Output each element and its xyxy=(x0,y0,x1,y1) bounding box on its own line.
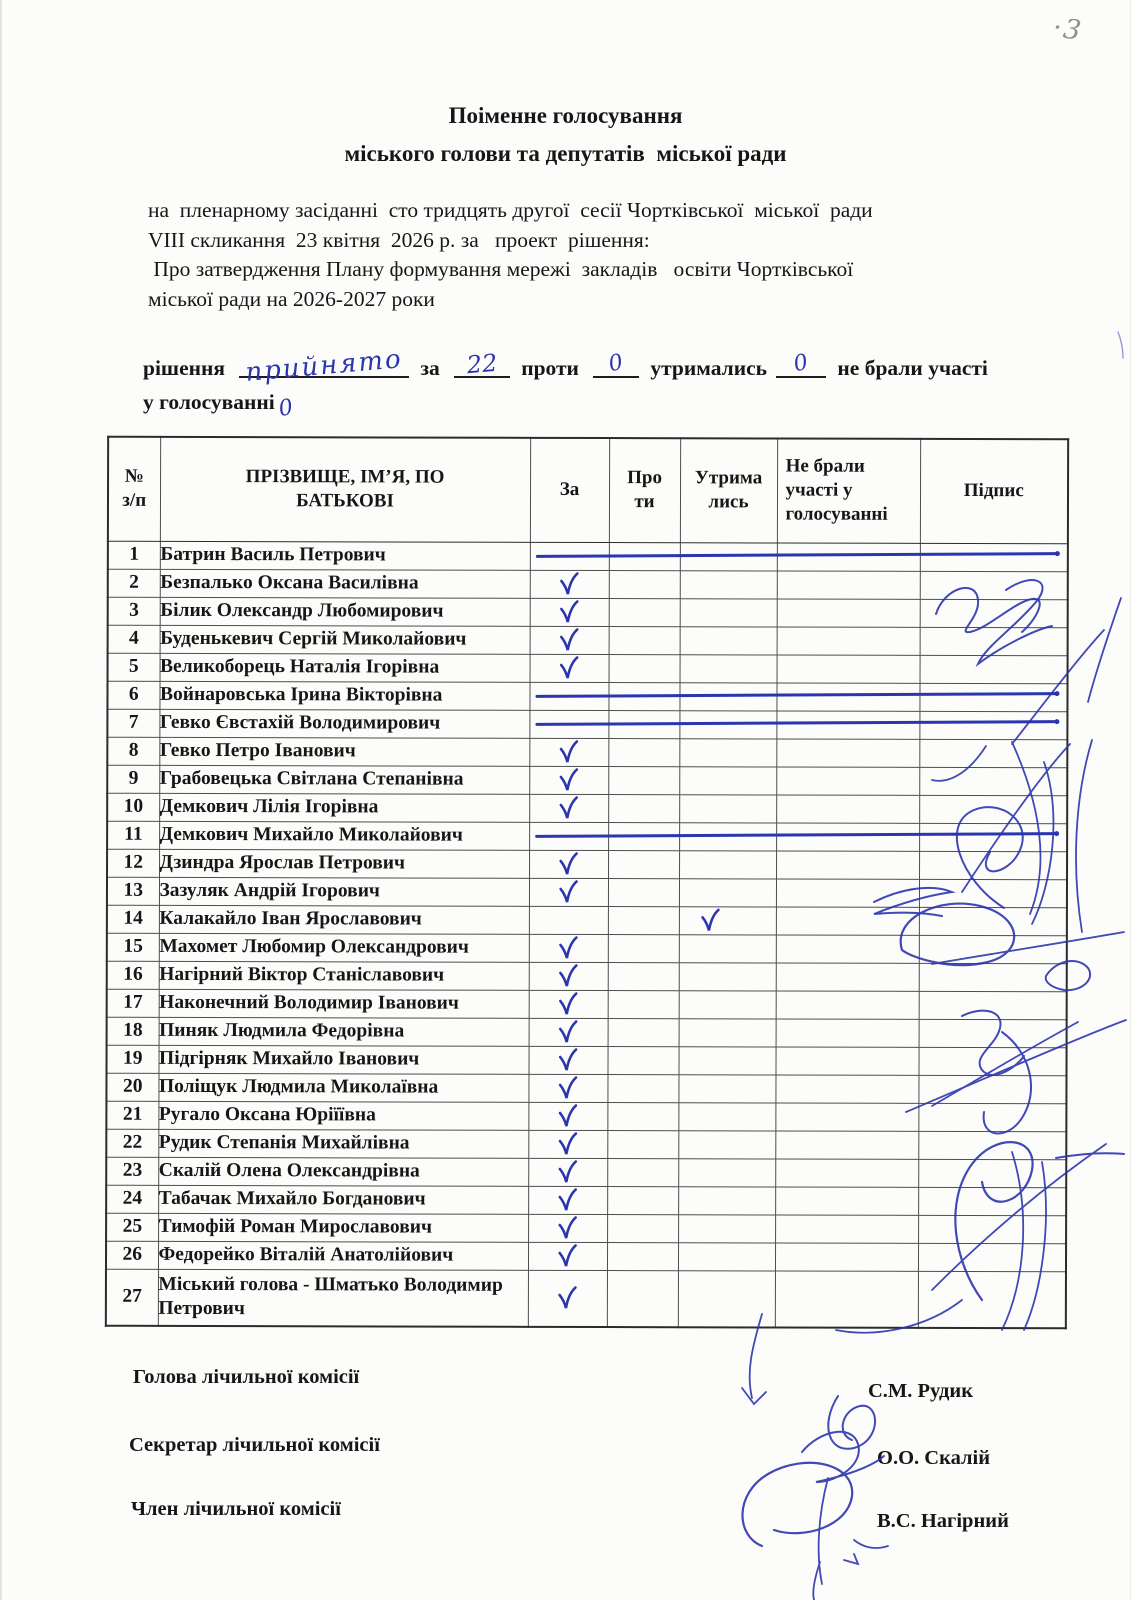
vote-abstain-cell xyxy=(678,1158,775,1186)
no-participation-cell xyxy=(776,906,919,934)
vote-abstain-cell xyxy=(680,570,777,598)
table-header xyxy=(108,437,1068,544)
checkmark-icon xyxy=(558,571,580,597)
checkmark-icon xyxy=(556,1215,578,1241)
vote-abstain-cell xyxy=(680,542,777,570)
table-row xyxy=(107,877,1067,908)
no-participation-cell xyxy=(777,598,920,626)
vote-for-cell xyxy=(529,738,608,766)
deputy-name-cell: Войнаровська Ірина Вікторівна xyxy=(159,681,529,710)
deputy-name-cell: Поліщук Людмила Миколаївна xyxy=(158,1073,528,1102)
vote-abstain-cell xyxy=(679,682,776,710)
for-label: за xyxy=(420,356,440,380)
no-participation-cell xyxy=(776,710,919,738)
vote-against-cell xyxy=(608,710,679,738)
deputy-name-cell: Федорейко Віталій Анатолійович xyxy=(158,1241,528,1270)
no-participation-cell xyxy=(776,682,919,710)
deputy-name-cell: Ругало Оксана Юріїївна xyxy=(158,1101,528,1130)
deputy-name-cell: Демкович Михайло Миколайович xyxy=(159,821,529,850)
row-number-cell: 8 xyxy=(107,737,159,765)
table-row xyxy=(107,1045,1067,1076)
document-title xyxy=(0,97,1131,173)
no-participation-cell xyxy=(775,1214,918,1242)
vote-for-cell xyxy=(529,822,608,850)
deputy-name-cell: Дзиндра Ярослав Петрович xyxy=(159,849,529,878)
signature-scribble xyxy=(742,1388,766,1404)
vote-against-cell xyxy=(609,598,680,626)
no-participation-cell xyxy=(775,1186,918,1214)
vote-summary-line-2 xyxy=(143,385,996,423)
checkmark-icon xyxy=(558,767,580,793)
row-number-cell: 1 xyxy=(108,541,160,569)
signature-cell xyxy=(919,935,1067,963)
signature-cell xyxy=(918,1187,1066,1215)
signature-cell xyxy=(918,1075,1066,1103)
vote-against-cell xyxy=(608,906,679,934)
handwritten-no-participate-count: 0 xyxy=(276,394,295,423)
vote-against-cell xyxy=(608,990,679,1018)
table-row xyxy=(107,681,1067,712)
signature-scribble xyxy=(819,1478,828,1584)
row-number-cell: 13 xyxy=(107,877,159,905)
row-number-cell: 9 xyxy=(107,765,159,793)
deputy-name-cell: Гевко Петро Іванович xyxy=(159,737,529,766)
vote-for-cell xyxy=(530,542,609,570)
vote-for-cell xyxy=(528,1102,607,1130)
table-row xyxy=(107,821,1067,852)
handwritten-for-count: 22 xyxy=(465,348,499,380)
signature-cell xyxy=(919,879,1067,907)
vote-abstain-cell xyxy=(680,598,777,626)
vote-abstain-cell xyxy=(679,962,776,990)
vote-for-cell xyxy=(529,962,608,990)
checkmark-icon xyxy=(557,963,579,989)
vote-against-cell xyxy=(607,1214,678,1242)
handwritten-decision-result: прийнято xyxy=(244,344,404,388)
header-signature: Підпис xyxy=(920,439,1068,543)
no-participation-cell xyxy=(776,822,919,850)
row-number-cell: 22 xyxy=(106,1129,158,1157)
checkmark-icon xyxy=(557,851,579,877)
vote-for-cell xyxy=(529,934,608,962)
row-number-cell: 19 xyxy=(107,1045,159,1073)
header-no-participation: Не брали участі у голосуванні xyxy=(777,438,920,542)
vote-for-cell xyxy=(530,654,609,682)
row-number-cell: 15 xyxy=(107,933,159,961)
vote-abstain-cell xyxy=(680,626,777,654)
no-participation-cell xyxy=(775,1242,918,1270)
header-against: Про ти xyxy=(609,438,680,542)
signature-scribble xyxy=(802,1432,884,1482)
vote-against-cell xyxy=(608,822,679,850)
vote-for-cell xyxy=(528,1074,607,1102)
table-row xyxy=(108,541,1068,572)
signature-cell xyxy=(920,627,1068,655)
checkmark-icon xyxy=(556,1243,578,1269)
row-number-cell: 18 xyxy=(107,1017,159,1045)
title-line-2: міського голови та депутатів міської ради xyxy=(344,141,787,166)
deputy-name-cell: Наконечний Володимир Іванович xyxy=(159,989,529,1018)
checkmark-icon xyxy=(558,599,580,625)
vote-for-cell xyxy=(529,710,608,738)
handwritten-against-count: 0 xyxy=(606,349,626,378)
vote-for-cell xyxy=(530,626,609,654)
vote-against-cell xyxy=(609,654,680,682)
row-number-cell: 11 xyxy=(107,821,159,849)
vote-abstain-cell xyxy=(679,878,776,906)
vote-against-cell xyxy=(608,934,679,962)
table-row xyxy=(107,793,1067,824)
signature-scribble xyxy=(813,1562,820,1600)
vote-abstain-cell xyxy=(678,1074,775,1102)
counting-commission-head-label: Голова лічильної комісії xyxy=(133,1366,360,1388)
no-participation-cell xyxy=(775,1270,918,1327)
signature-cell xyxy=(920,599,1068,627)
signature-cell xyxy=(919,711,1067,739)
table-row xyxy=(106,1157,1066,1188)
deputy-name-cell: Калакайло Іван Ярославович xyxy=(159,905,529,934)
table-row xyxy=(106,1269,1066,1329)
vote-abstain-cell xyxy=(678,1270,775,1327)
deputy-name-cell: Зазуляк Андрій Ігорович xyxy=(159,877,529,906)
vote-against-cell xyxy=(608,682,679,710)
vote-for-cell xyxy=(529,794,608,822)
checkmark-icon xyxy=(557,1019,579,1045)
deputy-name-cell: Демкович Лілія Ігорівна xyxy=(159,793,529,822)
no-participation-cell xyxy=(775,1046,918,1074)
checkmark-icon xyxy=(558,627,580,653)
header-number: № з/п xyxy=(108,437,160,541)
row-number-cell: 17 xyxy=(107,989,159,1017)
row-number-cell: 26 xyxy=(106,1241,158,1269)
vote-abstain-cell xyxy=(678,1214,775,1242)
abstain-count-blank xyxy=(776,349,826,378)
vote-abstain-cell xyxy=(678,1186,775,1214)
table-row xyxy=(107,737,1067,768)
deputy-name-cell: Безпалько Оксана Василівна xyxy=(160,569,530,598)
table-body xyxy=(106,541,1068,1329)
vote-for-cell xyxy=(530,570,609,598)
signature-cell xyxy=(919,1019,1067,1047)
row-number-cell: 25 xyxy=(106,1213,158,1241)
no-participation-cell xyxy=(775,1158,918,1186)
checkmark-icon xyxy=(699,907,721,933)
vote-against-cell xyxy=(607,1102,678,1130)
signature-scribble xyxy=(1088,598,1121,702)
deputy-name-cell: Рудик Степанія Михайлівна xyxy=(158,1129,528,1158)
vote-abstain-cell xyxy=(679,850,776,878)
no-participation-cell xyxy=(777,570,920,598)
deputy-name-cell: Скалій Олена Олександрівна xyxy=(158,1157,528,1186)
signature-cell xyxy=(920,571,1068,599)
vote-for-cell xyxy=(528,1130,607,1158)
header-abstained: Утрима лись xyxy=(680,438,777,542)
vote-abstain-cell xyxy=(679,738,776,766)
signature-cell xyxy=(919,739,1067,767)
vote-against-cell xyxy=(607,1074,678,1102)
vote-for-cell xyxy=(529,1018,608,1046)
vote-for-cell xyxy=(528,1214,607,1242)
checkmark-icon xyxy=(556,1285,578,1311)
signature-cell xyxy=(918,1131,1066,1159)
title-line-1: Поіменне голосування xyxy=(448,103,683,128)
header-fullname: ПРІЗВИЩЕ, ІМ’Я, ПО БАТЬКОВІ xyxy=(160,437,530,542)
deputy-name-cell: Буденькевич Сергій Миколайович xyxy=(160,625,530,654)
no-participation-cell xyxy=(775,1130,918,1158)
table-row xyxy=(108,653,1068,684)
vote-abstain-cell xyxy=(678,1130,775,1158)
handwritten-abstain-count: 0 xyxy=(791,349,811,378)
deputy-name-cell: Гевко Євстахій Володимирович xyxy=(159,709,529,738)
signature-cell xyxy=(918,1271,1066,1328)
signature-cell xyxy=(919,991,1067,1019)
counting-commission-head-name: С.М. Рудик xyxy=(868,1380,974,1402)
signature-cell xyxy=(918,1243,1066,1271)
no-participation-cell xyxy=(776,1018,919,1046)
vote-against-cell xyxy=(608,1018,679,1046)
no-participate-label-2: у голосуванні xyxy=(143,390,275,414)
deputy-name-cell: Білик Олександр Любомирович xyxy=(160,597,530,626)
row-number-cell: 14 xyxy=(107,905,159,933)
checkmark-icon xyxy=(558,739,580,765)
signature-cell xyxy=(918,1047,1066,1075)
row-number-cell: 2 xyxy=(108,569,160,597)
vote-summary-line xyxy=(143,344,996,423)
table-row xyxy=(107,849,1067,880)
vote-for-cell xyxy=(529,990,608,1018)
table-row xyxy=(107,765,1067,796)
row-number-cell: 21 xyxy=(106,1101,158,1129)
vote-against-cell xyxy=(607,1046,678,1074)
decision-label: рішення xyxy=(143,356,226,380)
vote-for-cell xyxy=(530,598,609,626)
row-number-cell: 4 xyxy=(108,625,160,653)
signature-cell xyxy=(919,823,1067,851)
table-row xyxy=(107,1017,1067,1048)
no-participation-cell xyxy=(776,962,919,990)
vote-against-cell xyxy=(607,1186,678,1214)
checkmark-icon xyxy=(557,1131,579,1157)
vote-abstain-cell xyxy=(679,710,776,738)
table-row xyxy=(106,1073,1066,1104)
vote-against-cell xyxy=(608,878,679,906)
no-participation-cell xyxy=(776,738,919,766)
deputy-name-cell: Тимофій Роман Мирославович xyxy=(158,1213,528,1242)
signature-cell xyxy=(918,1159,1066,1187)
signature-scribble xyxy=(844,1554,858,1564)
deputy-name-cell: Пиняк Людмила Федорівна xyxy=(159,1017,529,1046)
roll-call-vote-table xyxy=(105,436,1069,1330)
vote-abstain-cell xyxy=(678,1102,775,1130)
vote-against-cell xyxy=(607,1242,678,1270)
intro-line: Про затвердження Плану формування мережі закладів освіти Чортківської xyxy=(148,257,854,281)
vote-abstain-cell xyxy=(678,1242,775,1270)
row-number-cell: 12 xyxy=(107,849,159,877)
vote-summary-line-1 xyxy=(143,344,996,388)
signature-cell xyxy=(919,795,1067,823)
row-number-cell: 16 xyxy=(107,961,159,989)
vote-abstain-cell xyxy=(680,654,777,682)
vote-for-cell xyxy=(528,1242,607,1270)
vote-abstain-cell xyxy=(678,1046,775,1074)
deputy-name-cell: Міський голова - Шматько Володимир Петрович xyxy=(158,1269,528,1327)
vote-against-cell xyxy=(609,570,680,598)
intro-line: міської ради на 2026-2027 роки xyxy=(148,286,435,311)
deputy-name-cell: Батрин Василь Петрович xyxy=(160,541,530,570)
signature-scribble xyxy=(828,1396,875,1449)
counting-commission-member-label: Член лічильної комісії xyxy=(131,1498,341,1520)
signature-cell xyxy=(919,907,1067,935)
stray-ink-mark xyxy=(1118,332,1123,358)
table-row xyxy=(106,1185,1066,1216)
deputy-name-cell: Махомет Любомир Олександрович xyxy=(159,933,529,962)
signature-cell xyxy=(918,1103,1066,1131)
against-count-blank xyxy=(593,349,639,378)
vote-for-cell xyxy=(529,906,608,934)
abstain-label: утримались xyxy=(650,356,768,380)
no-participation-cell xyxy=(776,990,919,1018)
header-for: За xyxy=(530,438,609,542)
counting-commission-member-name: В.С. Нагірний xyxy=(877,1510,1009,1532)
signature-cell xyxy=(920,655,1068,683)
table-row xyxy=(107,989,1067,1020)
table-row xyxy=(107,961,1067,992)
deputy-name-cell: Підгірняк Михайло Іванович xyxy=(159,1045,529,1074)
checkmark-icon xyxy=(557,1075,579,1101)
row-number-cell: 5 xyxy=(108,653,160,681)
no-participation-cell xyxy=(777,542,920,570)
table-row xyxy=(108,597,1068,628)
vote-for-cell xyxy=(528,1270,607,1327)
counting-commission-secretary-name: О.О. Скалій xyxy=(877,1447,991,1469)
no-participation-cell xyxy=(775,1102,918,1130)
deputy-name-cell: Нагірний Віктор Станіславович xyxy=(159,961,529,990)
signature-cell xyxy=(919,683,1067,711)
table-row xyxy=(106,1129,1066,1160)
row-number-cell: 24 xyxy=(106,1185,158,1213)
no-participation-cell xyxy=(776,934,919,962)
vote-for-cell xyxy=(528,1158,607,1186)
checkmark-icon xyxy=(557,879,579,905)
vote-abstain-cell xyxy=(679,1018,776,1046)
signature-cell xyxy=(918,1215,1066,1243)
intro-line: на пленарному засіданні сто тридцять другої сесії Чортківської міської ради xyxy=(148,198,873,222)
vote-against-cell xyxy=(609,626,680,654)
for-count-blank xyxy=(454,348,510,380)
counting-commission-secretary-label: Секретар лічильної комісії xyxy=(129,1434,380,1456)
deputy-name-cell: Великоборець Наталія Ігорівна xyxy=(160,653,530,682)
against-label: проти xyxy=(521,356,579,380)
vote-for-cell xyxy=(528,1186,607,1214)
table-row xyxy=(108,569,1068,600)
vote-against-cell xyxy=(608,766,679,794)
vote-against-cell xyxy=(608,794,679,822)
signature-scribble xyxy=(854,1540,888,1548)
row-number-cell: 20 xyxy=(106,1073,158,1101)
signature-cell xyxy=(919,851,1067,879)
checkmark-icon xyxy=(557,1159,579,1185)
no-participation-cell xyxy=(776,878,919,906)
vote-against-cell xyxy=(607,1158,678,1186)
vote-against-cell xyxy=(607,1130,678,1158)
decision-result-blank xyxy=(239,344,409,388)
row-number-cell: 10 xyxy=(107,793,159,821)
signature-scribble xyxy=(1076,740,1092,932)
vote-for-cell xyxy=(529,878,608,906)
vote-abstain-cell xyxy=(679,906,776,934)
row-number-cell: 7 xyxy=(107,709,159,737)
table-row xyxy=(107,933,1067,964)
no-participation-cell xyxy=(776,794,919,822)
vote-abstain-cell xyxy=(679,794,776,822)
signature-scribble xyxy=(742,1463,852,1546)
table-row xyxy=(106,1101,1066,1132)
checkmark-icon xyxy=(557,1103,579,1129)
row-number-cell: 23 xyxy=(106,1157,158,1185)
vote-for-cell xyxy=(529,766,608,794)
vote-for-cell xyxy=(528,1046,607,1074)
vote-against-cell xyxy=(609,542,680,570)
no-participate-label: не брали участі xyxy=(837,356,988,380)
vote-abstain-cell xyxy=(679,766,776,794)
vote-against-cell xyxy=(608,738,679,766)
row-number-cell: 3 xyxy=(108,597,160,625)
checkmark-icon xyxy=(557,991,579,1017)
no-participation-cell xyxy=(776,766,919,794)
checkmark-icon xyxy=(557,935,579,961)
table-row xyxy=(107,709,1067,740)
vote-abstain-cell xyxy=(679,822,776,850)
no-participation-cell xyxy=(776,850,919,878)
no-participation-cell xyxy=(777,626,920,654)
vote-abstain-cell xyxy=(679,934,776,962)
signature-cell xyxy=(919,963,1067,991)
handwritten-page-number: ·3 xyxy=(1050,11,1086,48)
vote-for-cell xyxy=(529,850,608,878)
vote-for-cell xyxy=(529,682,608,710)
table-row xyxy=(107,905,1067,936)
no-participation-cell xyxy=(777,654,920,682)
table-row xyxy=(108,625,1068,656)
row-number-cell: 6 xyxy=(107,681,159,709)
vote-against-cell xyxy=(608,850,679,878)
table-row xyxy=(106,1213,1066,1244)
vote-against-cell xyxy=(608,962,679,990)
checkmark-icon xyxy=(557,1047,579,1073)
signature-cell xyxy=(920,543,1068,571)
no-participation-cell xyxy=(775,1074,918,1102)
signature-cell xyxy=(919,767,1067,795)
intro-line: VIII скликання 23 квітня 2026 р. за проект рішення: xyxy=(148,227,650,252)
deputy-name-cell: Грабовецька Світлана Степанівна xyxy=(159,765,529,794)
row-number-cell: 27 xyxy=(106,1269,158,1326)
session-description xyxy=(148,196,873,314)
checkmark-icon xyxy=(557,1187,579,1213)
table-row xyxy=(106,1241,1066,1272)
checkmark-icon xyxy=(558,795,580,821)
vote-abstain-cell xyxy=(679,990,776,1018)
deputy-name-cell: Табачак Михайло Богданович xyxy=(158,1185,528,1214)
checkmark-icon xyxy=(558,655,580,681)
vote-against-cell xyxy=(607,1270,678,1327)
